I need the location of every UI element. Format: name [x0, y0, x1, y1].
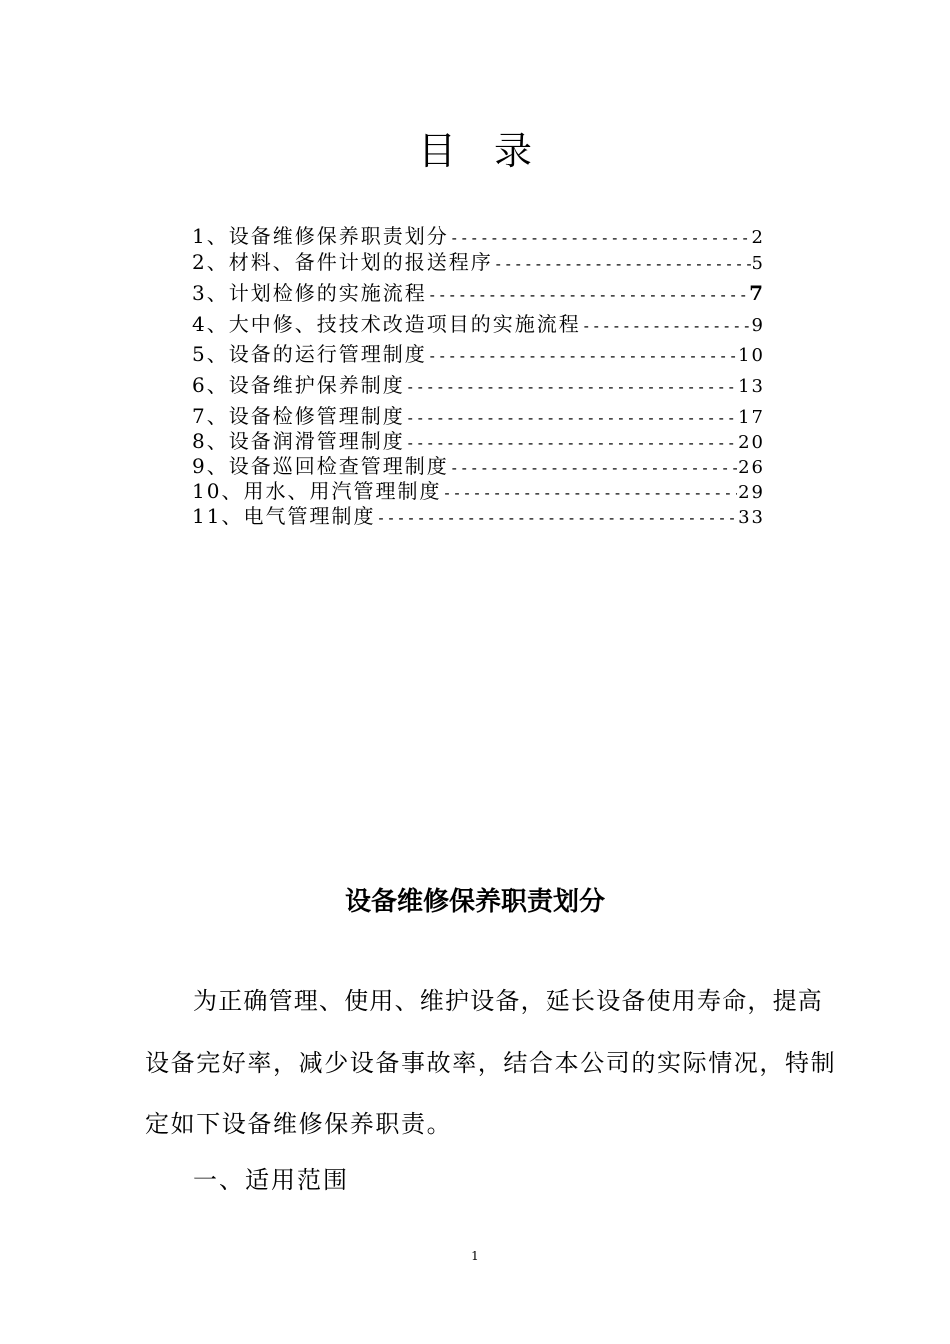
toc-entry[interactable]: [192, 373, 765, 397]
toc-leader: [406, 431, 737, 453]
toc-entry[interactable]: [192, 312, 765, 336]
toc-entry-text: 5、设备的运行管理制度: [192, 342, 427, 366]
paragraph-line: 为正确管理、使用、维护设备，延长设备使用寿命，提高: [193, 987, 823, 1015]
toc-leader: [450, 456, 737, 478]
paragraph-line: 定如下设备维修保养职责。: [145, 1110, 453, 1138]
toc-entry-page: 10: [738, 345, 765, 366]
toc-entry-text: 6、设备维护保养制度: [192, 373, 405, 397]
toc-entry-page: 29: [738, 482, 765, 503]
toc-entry-text: 1、设备维修保养职责划分: [192, 224, 449, 248]
toc-leader: [442, 481, 737, 503]
toc-entry-text: 11、电气管理制度: [192, 504, 376, 528]
toc-entry-text: 7、设备检修管理制度: [192, 404, 405, 428]
toc-leader: [406, 406, 737, 428]
toc-entry[interactable]: [192, 454, 765, 478]
toc-entry-text: 10、用水、用汽管理制度: [192, 479, 442, 503]
toc-entry-page: 26: [738, 457, 765, 478]
toc-entry-page: 33: [738, 507, 765, 528]
toc-entry[interactable]: [192, 504, 765, 528]
toc-entry-page: 5: [751, 253, 765, 274]
paragraph-line: 设备完好率，减少设备事故率，结合本公司的实际情况，特制: [145, 1049, 837, 1077]
toc-entry-page: 9: [751, 315, 765, 336]
subheading: 一、适用范围: [193, 1166, 349, 1194]
toc-leader: [428, 344, 737, 366]
toc-entry[interactable]: [192, 250, 765, 274]
toc-leader: [406, 375, 737, 397]
toc-leader: [450, 226, 751, 248]
toc-entry[interactable]: [192, 281, 765, 305]
toc-entry-text: 2、材料、备件计划的报送程序: [192, 250, 493, 274]
toc-leader: [428, 283, 748, 305]
toc-leader: [582, 314, 751, 336]
page-number: 1: [471, 1249, 479, 1263]
toc-entry-text: 9、设备巡回检查管理制度: [192, 454, 449, 478]
section-title: 设备维修保养职责划分: [344, 887, 605, 917]
toc-entry[interactable]: [192, 404, 765, 428]
toc-entry[interactable]: [192, 224, 765, 248]
toc-entry-text: 3、计划检修的实施流程: [192, 281, 427, 305]
toc-entry-text: 4、大中修、技技术改造项目的实施流程: [192, 312, 581, 336]
toc-entry-page: 20: [738, 432, 765, 453]
toc-entry-page: 2: [751, 227, 765, 248]
toc-entry-page: 13: [738, 376, 765, 397]
toc-entry-page: 7: [749, 281, 765, 305]
toc-entry[interactable]: [192, 479, 765, 503]
toc-leader: [376, 506, 737, 528]
toc-entry-text: 8、设备润滑管理制度: [192, 429, 405, 453]
toc-title: 目录: [417, 129, 570, 173]
toc-entry[interactable]: [192, 429, 765, 453]
toc-leader: [494, 252, 751, 274]
toc-entry-page: 17: [738, 407, 765, 428]
toc-entry[interactable]: [192, 342, 765, 366]
